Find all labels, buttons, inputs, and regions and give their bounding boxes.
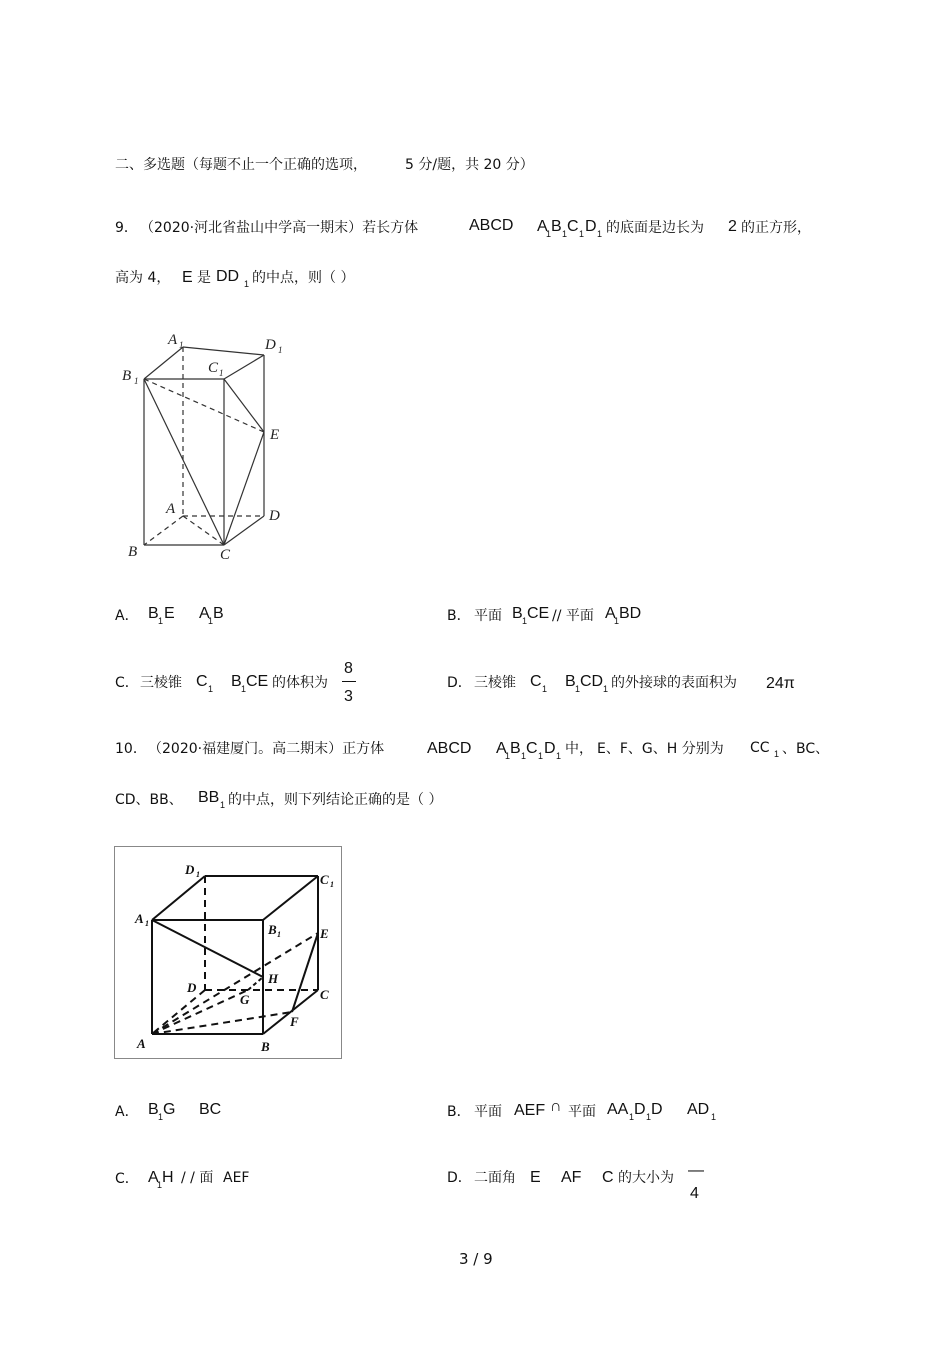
q9-option-c-c-sub: 1 — [208, 684, 214, 694]
q9-option-d-label: D． — [447, 675, 472, 691]
q9-option-d-b-sub: 1 — [575, 684, 581, 694]
q10-option-b-label: B． — [447, 1104, 471, 1120]
q9-b1: B — [551, 218, 562, 235]
q10-option-d-e: E — [530, 1169, 541, 1186]
q10-option-c-aef: AEF — [223, 1170, 250, 1186]
q9-option-c-fraction-bar — [342, 681, 356, 682]
q10-label-a1-sub: 1 — [145, 919, 149, 928]
q9-option-b-a-sub: 1 — [614, 616, 620, 626]
q10-c1: C — [526, 740, 538, 757]
q10-option-b-ad: AD — [687, 1101, 710, 1118]
q9-option-d-cd: CD — [580, 673, 604, 690]
q9-option-d-pre: 三棱锥 — [474, 675, 516, 691]
q10-cc1-sub: 1 — [774, 749, 780, 759]
q9-d1-sub: 1 — [597, 229, 603, 239]
q10-option-d-denominator: 4 — [690, 1185, 699, 1202]
q10-option-b-d1: D — [634, 1101, 646, 1118]
page-number: 3 / 9 — [459, 1250, 493, 1268]
q9-option-b-ce: CE — [527, 605, 550, 622]
q10-label-d: D — [187, 980, 197, 995]
q9-option-c-c: C — [196, 673, 208, 690]
q9-label-c1-sub: 1 — [219, 368, 224, 378]
q9-option-c-ce: CE — [246, 673, 269, 690]
q9-option-d-post: 的外接球的表面积为 — [611, 675, 737, 691]
q10-line2: CD、BB、 — [115, 792, 183, 808]
q10-label-b1-sub: 1 — [277, 930, 281, 939]
q10-option-b-aa-sub: 1 — [629, 1112, 635, 1122]
q10-option-a-label: A． — [115, 1104, 139, 1120]
q9-option-a-label: A． — [115, 608, 139, 624]
q10-label-d1: D — [185, 862, 195, 877]
q10-option-a-b: B — [148, 1101, 159, 1118]
q10-source: （2020·福建厦门。高二期末）正方体 — [148, 741, 385, 757]
q9-two: 2 — [728, 218, 737, 235]
q9-shi: 是 — [197, 270, 211, 286]
q9-option-a-b: B — [148, 605, 159, 622]
q10-option-c-label: C． — [115, 1171, 139, 1187]
q10-option-b-d1-sub: 1 — [646, 1112, 652, 1122]
q9-option-b-b-sub: 1 — [522, 616, 528, 626]
q10-bb1-sub: 1 — [220, 800, 226, 810]
q9-label-d1-sub: 1 — [278, 345, 283, 355]
q9-abcd: ABCD — [469, 217, 514, 234]
q9-option-b-parallel: // 平面 — [552, 608, 594, 624]
q10-label-a: A — [137, 1036, 146, 1051]
q10-option-d-fraction-top: — — [688, 1162, 704, 1179]
q10-a1-sub: 1 — [505, 751, 511, 761]
q10-abcd: ABCD — [427, 740, 472, 757]
q9-c1: C — [567, 218, 579, 235]
q10-option-d-af: AF — [561, 1169, 582, 1186]
q10-option-c-a-sub: 1 — [157, 1180, 163, 1190]
q10-option-b-aef: AEF — [514, 1102, 546, 1119]
q10-option-c-h: H — [162, 1169, 174, 1186]
q10-option-d-post: 的大小为 — [618, 1170, 674, 1186]
q9-label-b1-sub: 1 — [134, 376, 139, 386]
q10-option-c-parallel: / / 面 — [181, 1170, 214, 1186]
q9-label-d1: D — [265, 337, 276, 353]
q10-number: 10． — [115, 741, 147, 757]
q9-option-c-b-sub: 1 — [241, 684, 247, 694]
q9-d1: D — [585, 218, 597, 235]
q10-label-a1: A — [135, 911, 144, 926]
q9-option-d-value: 24π — [766, 675, 795, 692]
q10-option-a-bc: BC — [199, 1101, 222, 1118]
section-score: 5 分/题，共 20 分） — [405, 157, 534, 173]
q10-d1-sub: 1 — [556, 751, 562, 761]
q10-option-a-b-sub: 1 — [158, 1112, 164, 1122]
q10-cc1: CC — [750, 740, 770, 756]
q9-option-d-c-sub: 1 — [542, 684, 548, 694]
q9-dd1: DD — [216, 268, 240, 285]
q9-line2-prefix: 高为 4， — [115, 270, 171, 286]
q9-option-c-pre: 三棱锥 — [140, 675, 182, 691]
q9-option-c-post: 的体积为 — [272, 675, 328, 691]
q9-option-a-a-sub: 1 — [208, 616, 214, 626]
q10-option-d-pre: 二面角 — [474, 1170, 516, 1186]
q9-number: 9． — [115, 220, 138, 236]
q10-option-b-ad-sub: 1 — [711, 1112, 717, 1122]
q9-label-a1-sub: 1 — [179, 340, 184, 350]
q9-label-b1: B — [122, 368, 132, 384]
q9-label-c: C — [220, 547, 231, 563]
q9-option-d-cd-sub: 1 — [603, 684, 609, 694]
q10-zhong: 中， — [565, 741, 593, 757]
q10-label-c1-sub: 1 — [330, 880, 334, 889]
q10-efgh: E、F、G、H 分别为 — [597, 741, 724, 757]
q9-option-c-denominator: 3 — [344, 688, 353, 705]
q9-b1-sub: 1 — [562, 229, 568, 239]
q9-option-b-pre: 平面 — [474, 608, 502, 624]
q9-option-a-b-sub: 1 — [158, 616, 164, 626]
q9-dd1-sub: 1 — [244, 279, 250, 289]
q9-a1-sub: 1 — [546, 229, 552, 239]
q9-label-d: D — [269, 508, 280, 524]
q9-option-c-numerator: 8 — [344, 660, 353, 677]
q9-source: （2020·河北省盐山中学高一期末）若长方体 — [140, 220, 419, 236]
q9-e: E — [182, 269, 193, 286]
q9-option-a-a: A — [199, 605, 210, 622]
q9-label-c1: C — [208, 360, 219, 376]
q10-option-b-pre: 平面 — [474, 1104, 502, 1120]
q10-option-b-mid: 平面 — [568, 1104, 596, 1120]
section-heading: 二、多选题（每题不止一个正确的选项， — [115, 157, 367, 173]
q10-option-b-cap: ∩ — [550, 1098, 562, 1115]
q10-b1-sub: 1 — [521, 751, 527, 761]
q9-option-c-b: B — [231, 673, 242, 690]
q9-line2-suffix: 的中点，则（ ） — [252, 270, 355, 286]
q10-label-d1-sub: 1 — [196, 870, 200, 879]
q9-option-a-e: E — [164, 605, 175, 622]
q9-label-a1: A — [168, 332, 178, 348]
q10-option-a-g: G — [163, 1101, 176, 1118]
q9-label-b: B — [128, 544, 138, 560]
q10-option-d-c: C — [602, 1169, 614, 1186]
q10-bc: 、BC、 — [782, 741, 830, 757]
q9-option-b-b: B — [512, 605, 523, 622]
q9-option-a-b2: B — [213, 605, 224, 622]
q10-bb1: BB — [198, 789, 220, 806]
q10-b1: B — [510, 740, 521, 757]
q9-option-d-c: C — [530, 673, 542, 690]
q10-line2-suffix: 的中点，则下列结论正确的是（ ） — [228, 792, 443, 808]
q10-d1: D — [544, 740, 556, 757]
q9-option-b-bd: BD — [619, 605, 642, 622]
q10-label-b: B — [261, 1039, 270, 1054]
q10-label-c: C — [320, 987, 329, 1002]
q10-label-f: F — [290, 1014, 299, 1029]
q10-option-b-d: D — [651, 1101, 663, 1118]
q9-a1: A — [537, 218, 548, 235]
q10-label-g: G — [240, 992, 250, 1007]
q9-text-after: 的底面是边长为 — [606, 220, 704, 236]
q10-label-h: H — [268, 971, 279, 986]
q10-option-b-aa: AA — [607, 1101, 629, 1118]
q9-text-after2: 的正方形， — [741, 220, 811, 236]
q10-label-c1: C — [320, 872, 329, 887]
q9-option-b-label: B． — [447, 608, 471, 624]
q9-option-b-a: A — [605, 605, 616, 622]
q9-option-d-b: B — [565, 673, 576, 690]
q10-c1-sub: 1 — [538, 751, 544, 761]
q10-a1: A — [496, 740, 507, 757]
q9-label-e: E — [270, 427, 280, 443]
q9-c1-sub: 1 — [579, 229, 585, 239]
q10-option-d-label: D． — [447, 1170, 472, 1186]
q9-label-a: A — [166, 501, 176, 517]
q10-label-b1: B — [268, 922, 277, 937]
q9-option-c-label: C． — [115, 675, 139, 691]
q10-label-e: E — [320, 926, 329, 941]
q10-option-c-a: A — [148, 1169, 159, 1186]
